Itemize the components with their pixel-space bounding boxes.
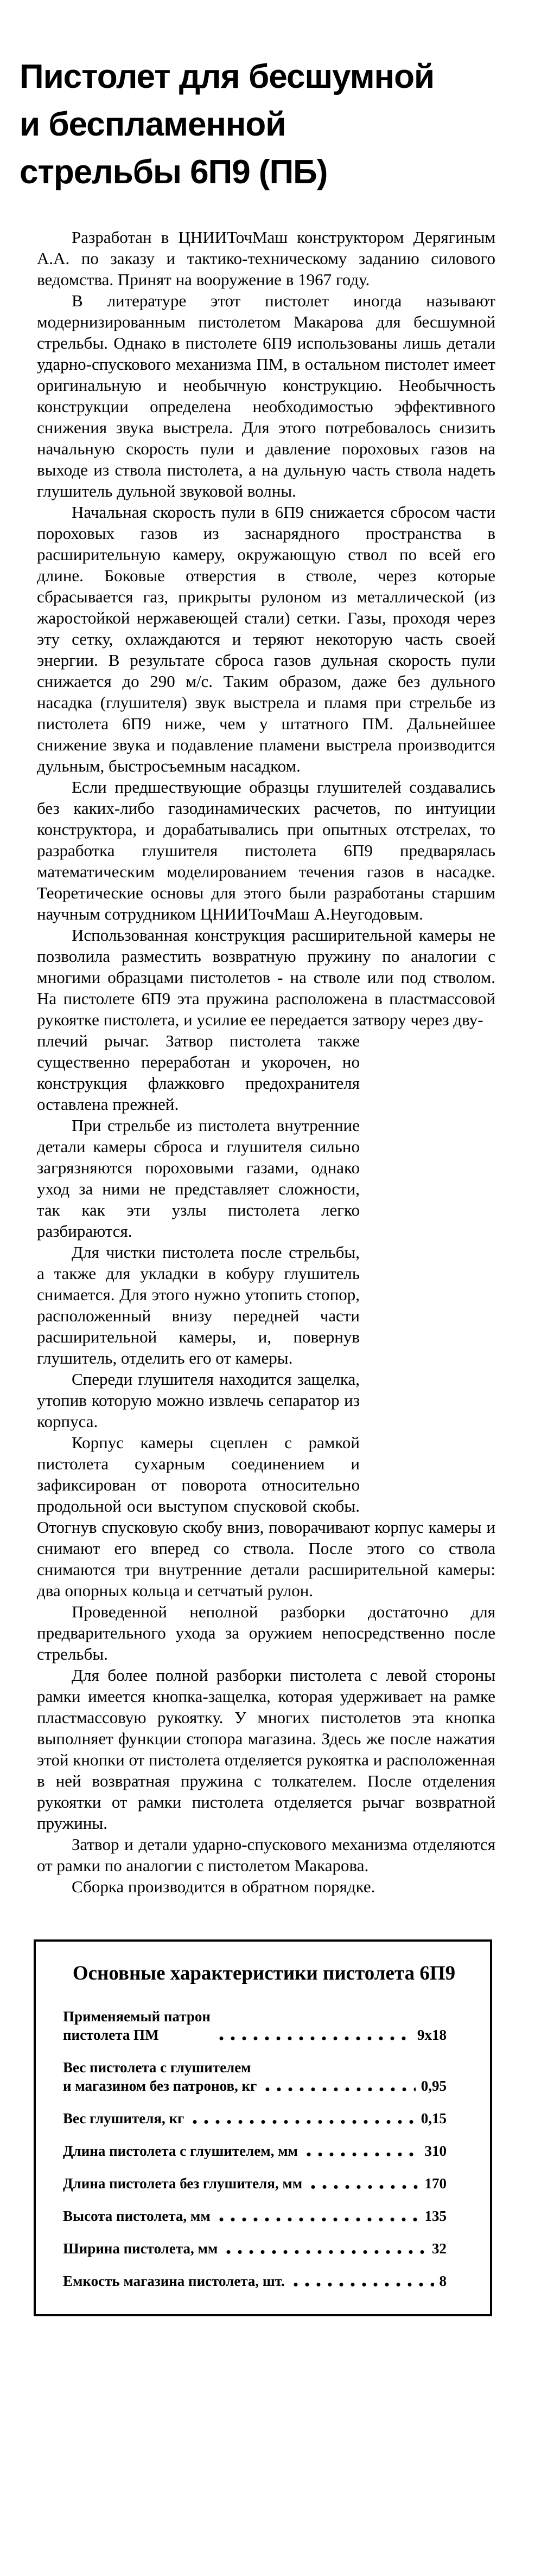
spec-label: Вес пистолета с глушителем и магазином без патронов, кг [63,2059,257,2094]
paragraph: Спереди глушителя находится защелка, утопив которую можно извлечь сепаратор из корпуса. [37,1370,360,1431]
dot-leader [265,2087,415,2092]
spec-row [63,2272,465,2290]
article-title-line: Пистолет для бесшумной [20,58,435,95]
spec-label: Емкость магазина пистолета, шт. [63,2273,285,2289]
article-title-line: и беспламенной [20,106,286,143]
spec-value: 8 [439,2273,447,2289]
spec-row [63,2239,465,2258]
paragraph: Начальная скорость пули в 6П9 снижается сбросом части пороховых газов из заснарядного пространства в расширительную камеру, окружающую ствол по всей его длине. Боковые отверстия в стволе, через которые сбрасывается газ, прикрыты рулоном из металлической (из жаростойкой нержавеющей стали) сетки. Газы, проходя через эту сетку, охлаждаются и теряют некоторую часть своей энергии. В результате сброса газов дульная скорость пули снижается до 290 м/с. Таким образом, даже без дульного насадка (глушителя) звук выстрела и пламя при стрельбе из пистолета 6П9 ниже, чем у штатного ПМ. Дальнейшее снижение звука и подавление пламени выстрела производится дульным, быстросъемным насадком. [37,503,495,775]
spec-value: 0,95 [421,2078,447,2094]
dot-leader [307,2152,419,2157]
paragraph [37,1030,495,1115]
spec-label: Высота пистолета, мм [63,2208,211,2224]
paragraph: Корпус камеры сцеплен с рамкой пистолета сухарным соединением и зафиксирован от поворота относительно продольной оси выступом спусковой скобы. Отогнув спусковую скобу вниз, поворачивают корпус камеры и снимают его вперед со ствола. После этого со ствола снимаются три внутренние детали расширительной камеры: два опорных кольца и сетчатый рулон. [37,1433,495,1600]
paragraph: Использованная конструкция расширительной камеры не позволила разместить возвратную пружину по аналогии с многими образцами пистолетов - на стволе или под стволом. На пистолете 6П9 эта пружина расположена в пластмассовой рукоятке пистолета, и усилие ее передается затвору через дву- [37,926,495,1029]
spec-value: 135 [424,2208,447,2224]
dot-leader [193,2119,415,2124]
spec-label: Длина пистолета без глушителя, мм [63,2175,303,2192]
figure-whitespace [360,1030,495,1517]
dot-leader [311,2185,419,2189]
spec-value: 0,15 [421,2110,447,2127]
spec-row [63,2007,465,2044]
spec-row [63,2109,465,2128]
specs-title: Основные характеристики пистолета 6П9 [72,1962,456,1984]
spec-row [63,2058,465,2095]
dot-leader [219,2036,412,2041]
spec-label: Вес глушителя, кг [63,2110,184,2127]
paragraph: Затвор и детали ударно-спускового механизма отделяются от рамки по аналогии с пистолетом Макарова. [37,1835,495,1875]
specs-table [63,2007,465,2290]
paragraph: Разработан в ЦНИИТочМаш конструктором Дерягиным А.А. по заказу и тактико-техническому заданию силового ведомства. Принят на вооружение в 1967 году. [37,228,495,289]
spec-value: 310 [424,2143,447,2159]
spec-row [63,2174,465,2193]
paragraph-text: плечий рычаг. Затвор пистолета также существенно переработан и укорочен, но конструкция флажковго предохранителя оставлена прежней. [37,1031,360,1114]
spec-value: 9х18 [417,2027,447,2043]
paragraph: Для чистки пистолета после стрельбы, а также для укладки в кобуру глушитель снимается. Для этого нужно утопить стопор, расположенный внизу передней части расширительной камеры, и, повернув глушитель, отделить его от камеры. [37,1243,360,1367]
paragraph: При стрельбе из пистолета внутренние детали камеры сброса и глушителя сильно загрязняются пороховыми газами, однако уход за ними не представляет сложности, так как эти узлы пистолета легко разбираются. [37,1116,360,1241]
paragraph: Проведенной неполной разборки достаточно для предварительного ухода за оружием непосредственно после стрельбы. [37,1602,495,1663]
paragraph: Сборка производится в обратном порядке. [72,1877,375,1896]
dot-leader [219,2217,419,2222]
dot-leader [226,2250,426,2254]
paragraph: Для более полной разборки пистолета с левой стороны рамки имеется кнопка-защелка, которая удерживает на рамке пластмассовую рукоятку. У многих пистолетов эта кнопка выполняет функции стопора магазина. Здесь же после нажатия этой кнопки от пистолета отделяется рукоятка и расположенная в ней возвратная пружина с толкателем. После отделения рукоятки от рамки пистолета отделяется рычаг возвратной пружины. [37,1666,495,1833]
article-title-line: стрельбы 6П9 (ПБ) [20,153,328,191]
specs-box [34,1939,492,2316]
paragraph: В литературе этот пистолет иногда называют модернизированным пистолетом Макарова для бесшумной стрельбы. Однако в пистолете 6П9 использованы лишь детали ударно-спускового механизма ПМ, в остальном пистолет имеет оригинальную и необычную конструкцию. Необычность конструкции определена необходимостью эффективного снижения звука выстрела. Для этого потребовалось снизить начальную скорость пули и давление пороховых газов на выходе из ствола пистолета, а на дульную часть ствола надеть глушитель дульной звуковой волны. [37,291,495,500]
paragraph: Если предшествующие образцы глушителей создавались без каких-либо газодинамических расчетов, по интуиции конструктора, и дорабатывались при опытных отстрелах, то разработка глушителя пистолета 6П9 предварялась математическим моделированием течения газов в насадке. Теоретические основы для этого были разработаны старшим научным сотрудником ЦНИИТочМаш А.Неугодовым. [37,778,495,923]
article-body [37,227,495,1897]
spec-row [63,2207,465,2225]
dot-leader [294,2282,434,2287]
spec-label: Длина пистолета с глушителем, мм [63,2143,298,2159]
spec-label: Применяемый патрон пистолета ПМ [63,2008,211,2043]
spec-label: Ширина пистолета, мм [63,2240,218,2257]
spec-value: 32 [432,2240,447,2257]
article-title [20,53,495,196]
spec-row [63,2142,465,2160]
spec-value: 170 [424,2175,447,2192]
